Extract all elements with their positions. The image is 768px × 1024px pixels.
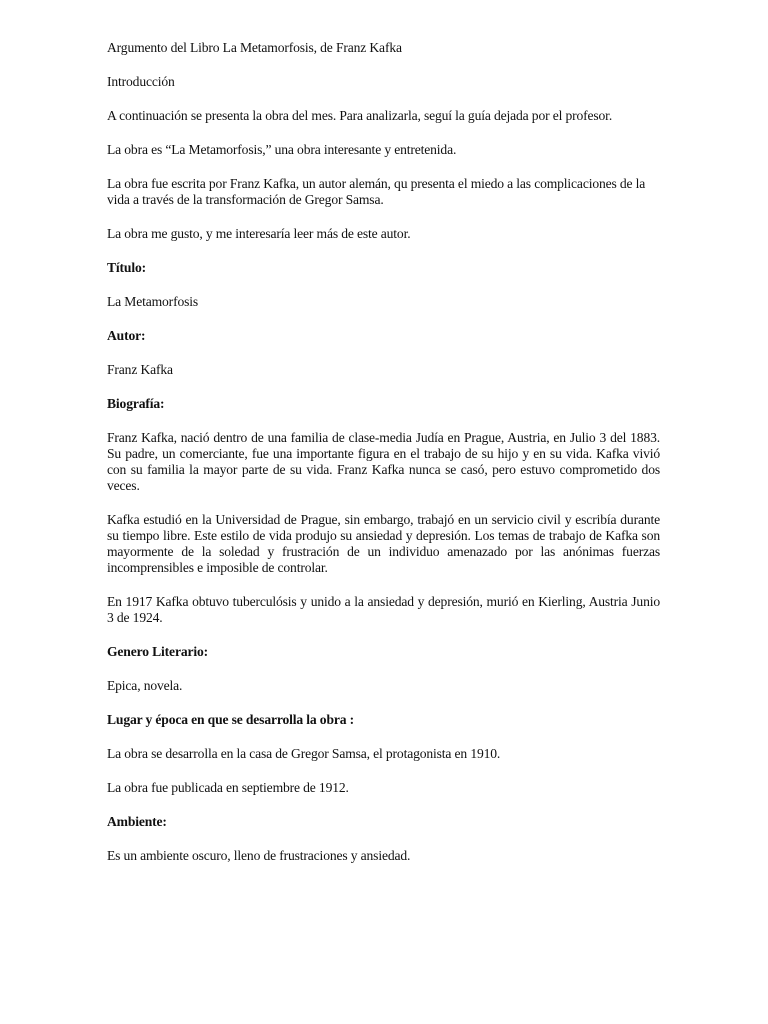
biografia-paragraph-1: Franz Kafka, nació dentro de una familia de clase-media Judía en Prague, Austria, en Julio 3 del 1883. Su padre, un comerciante, fue una importante figura en el trabajo de su hijo y en su vida. Kafka vivió con su familia la mayor parte de su vida. Franz Kafka nunca se casó, pero estuvo comprometido dos veces. <box>107 430 660 493</box>
intro-paragraph-1: A continuación se presenta la obra del mes. Para analizarla, seguí la guía dejada por el profesor. <box>107 108 613 123</box>
intro-paragraph-2: La obra es “La Metamorfosis,” una obra interesante y entretenida. <box>107 142 457 157</box>
titulo-text: La Metamorfosis <box>107 294 198 309</box>
lugar-paragraph-2: La obra fue publicada en septiembre de 1912. <box>107 780 349 795</box>
document-page <box>107 40 660 882</box>
genero-heading: Genero Literario: <box>107 644 209 659</box>
intro-paragraph-4: La obra me gusto, y me interesaría leer más de este autor. <box>107 226 411 241</box>
ambiente-text: Es un ambiente oscuro, lleno de frustraciones y ansiedad. <box>107 848 411 863</box>
biografia-heading: Biografía: <box>107 396 165 411</box>
document-title: Argumento del Libro La Metamorfosis, de Franz Kafka <box>107 40 402 55</box>
autor-heading: Autor: <box>107 328 146 343</box>
biografia-paragraph-2: Kafka estudió en la Universidad de Prague, sin embargo, trabajó en un servicio civil y escribía durante su tiempo libre. Este estilo de vida produjo su ansiedad y depresión. Los temas de trabajo de Kafka son mayormente de la soledad y frustración de un individuo amenazado por las anónimas fuerzas incomprensibles e imposible de controlar. <box>107 512 660 575</box>
lugar-heading: Lugar y época en que se desarrolla la obra : <box>107 712 355 727</box>
lugar-paragraph-1: La obra se desarrolla en la casa de Gregor Samsa, el protagonista en 1910. <box>107 746 501 761</box>
intro-paragraph-3: La obra fue escrita por Franz Kafka, un autor alemán, qu presenta el miedo a las complicaciones de la vida a través de la transformación de Gregor Samsa. <box>107 176 646 207</box>
titulo-heading: Título: <box>107 260 146 275</box>
biografia-paragraph-3: En 1917 Kafka obtuvo tuberculósis y unido a la ansiedad y depresión, murió en Kierling, Austria Junio 3 de 1924. <box>107 594 660 625</box>
autor-text: Franz Kafka <box>107 362 173 377</box>
genero-text: Epica, novela. <box>107 678 183 693</box>
ambiente-heading: Ambiente: <box>107 814 167 829</box>
intro-heading: Introducción <box>107 74 175 89</box>
